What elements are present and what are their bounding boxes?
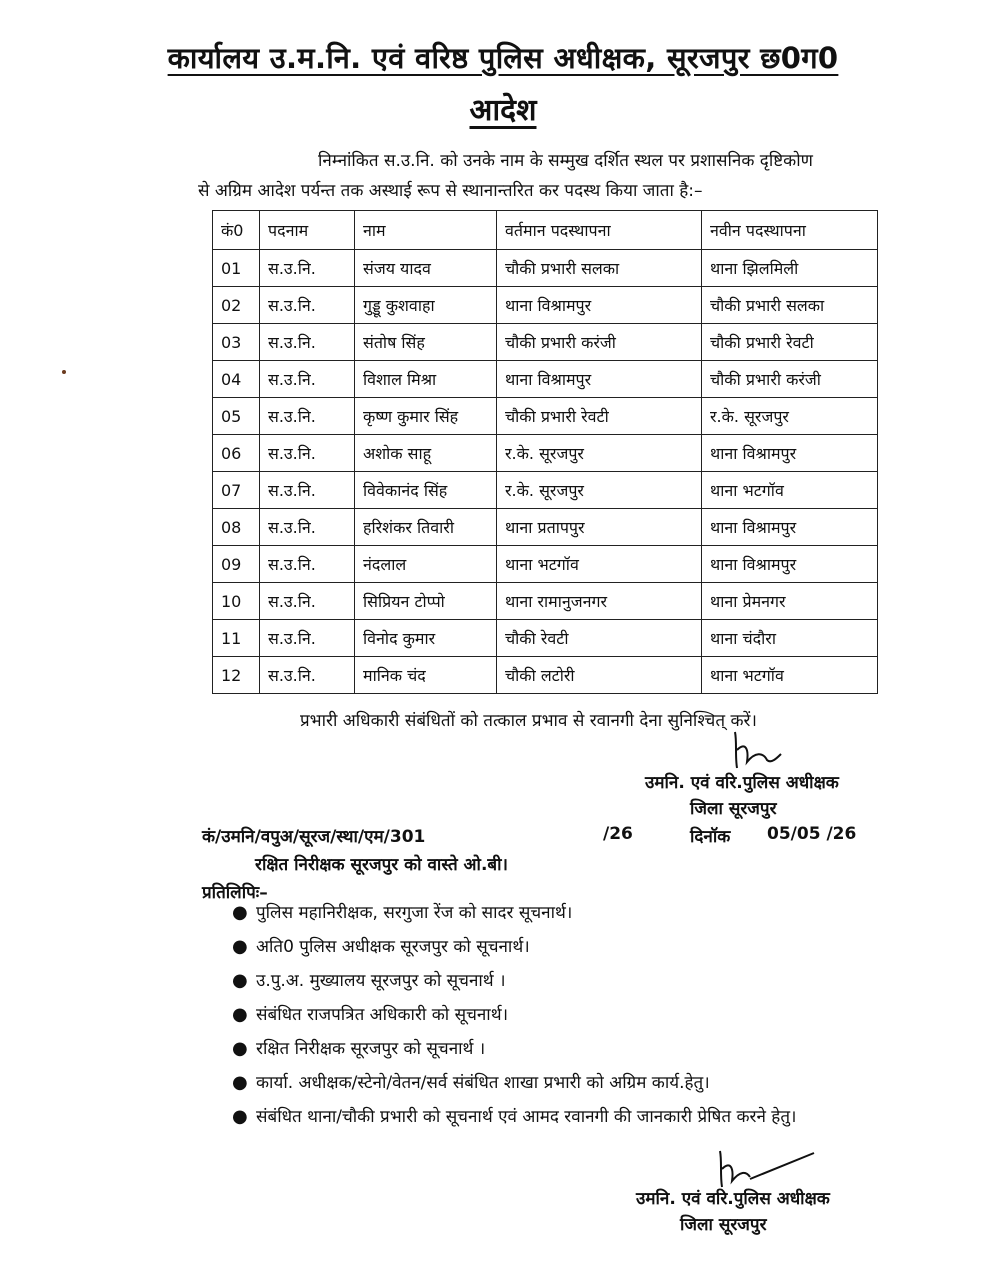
bullet-icon: ● [232,936,248,957]
cell-serial: 02 [213,287,260,324]
cell-new-posting: थाना विश्रामपुर [702,435,878,472]
table-row [213,361,878,398]
transfer-table [212,210,878,694]
cell-serial: 03 [213,324,260,361]
cell-designation: स.उ.नि. [260,435,355,472]
cell-current-posting: र.के. सूरजपुर [497,472,702,509]
date-label: दिनॉक [690,827,731,847]
signature-mark-1 [725,728,785,776]
header-new-posting: नवीन पदस्थापना [702,211,878,250]
table-row [213,287,878,324]
signature-1-district: जिला सूरजपुर [690,799,777,819]
signature-2-title: उमनि. एवं वरि.पुलिस अधीक्षक [636,1189,830,1209]
cell-new-posting: थाना झिलमिली [702,250,878,287]
cell-current-posting: थाना विश्रामपुर [497,361,702,398]
bullet-icon: ● [232,902,248,923]
intro-line-2: से अग्रिम आदेश पर्यन्त तक अस्थाई रूप से स्थानान्तरित कर पदस्थ किया जाता है:– [198,181,703,201]
cell-designation: स.उ.नि. [260,361,355,398]
cell-current-posting: थाना विश्रामपुर [497,287,702,324]
cell-designation: स.उ.नि. [260,398,355,435]
cell-current-posting: चौकी प्रभारी करंजी [497,324,702,361]
cell-designation: स.उ.नि. [260,657,355,694]
header-name: नाम [355,211,497,250]
header-serial: कं0 [213,211,260,250]
list-item: ● कार्या. अधीक्षक/स्टेनो/वेतन/सर्व संबंधित शाखा प्रभारी को अग्रिम कार्य.हेतु। [232,1072,710,1093]
cell-new-posting: थाना भटगॉव [702,472,878,509]
cell-new-posting: थाना विश्रामपुर [702,509,878,546]
cell-designation: स.उ.नि. [260,324,355,361]
list-item: ● उ.पु.अ. मुख्यालय सूरजपुर को सूचनार्थ । [232,970,506,991]
list-item: ● अति0 पुलिस अधीक्षक सूरजपुर को सूचनार्थ। [232,936,530,957]
bullet-icon: ● [232,1106,248,1127]
cell-current-posting: चौकी प्रभारी रेवटी [497,398,702,435]
cell-serial: 06 [213,435,260,472]
cell-serial: 04 [213,361,260,398]
cell-current-posting: र.के. सूरजपुर [497,435,702,472]
reference-number: कं/उमनि/वपुअ/सूरज/स्था/एम/301 [202,827,426,847]
table-row [213,324,878,361]
cell-current-posting: चौकी प्रभारी सलका [497,250,702,287]
table-row [213,509,878,546]
cell-name: सिप्रियन टोप्पो [355,583,497,620]
list-item: ● संबंधित थाना/चौकी प्रभारी को सूचनार्थ एवं आमद रवानगी की जानकारी प्रेषित करने हेतु। [232,1106,797,1127]
cell-designation: स.उ.नि. [260,509,355,546]
cell-designation: स.उ.नि. [260,546,355,583]
list-item: ● रक्षित निरीक्षक सूरजपुर को सूचनार्थ । [232,1038,486,1059]
signature-1-title: उमनि. एवं वरि.पुलिस अधीक्षक [645,773,839,793]
cell-name: कृष्ण कुमार सिंह [355,398,497,435]
cell-serial: 05 [213,398,260,435]
cell-name: विवेकानंद सिंह [355,472,497,509]
cell-serial: 12 [213,657,260,694]
table-row [213,398,878,435]
cell-new-posting: थाना प्रेमनगर [702,583,878,620]
cell-current-posting: थाना रामानुजनगर [497,583,702,620]
cell-name: नंदलाल [355,546,497,583]
cell-new-posting: चौकी प्रभारी करंजी [702,361,878,398]
cell-name: मानिक चंद [355,657,497,694]
cell-name: संतोष सिंह [355,324,497,361]
table-row [213,620,878,657]
cell-name: विशाल मिश्रा [355,361,497,398]
intro-line-1: निम्नांकित स.उ.नि. को उनके नाम के सम्मुख दर्शित स्थल पर प्रशासनिक दृष्टिकोण [318,151,813,171]
bullet-icon: ● [232,970,248,991]
cell-name: संजय यादव [355,250,497,287]
cell-designation: स.उ.नि. [260,287,355,324]
reference-year: /26 [603,824,633,844]
bullet-icon: ● [232,1072,248,1093]
paper-speck [62,370,66,374]
cell-designation: स.उ.नि. [260,583,355,620]
cell-new-posting: थाना भटगॉव [702,657,878,694]
order-date: 05/05 /26 [767,824,857,844]
signature-2-district: जिला सूरजपुर [680,1215,767,1235]
cell-serial: 07 [213,472,260,509]
reference-recipient: रक्षित निरीक्षक सूरजपुर को वास्ते ओ.बी। [255,855,508,875]
cell-serial: 01 [213,250,260,287]
cell-name: विनोद कुमार [355,620,497,657]
office-title: कार्यालय उ.म.नि. एवं वरिष्ठ पुलिस अधीक्षक, सूरजपुर छ0ग0 [167,41,839,75]
cell-new-posting: थाना चंदौरा [702,620,878,657]
table-row [213,435,878,472]
header-current-posting: वर्तमान पदस्थापना [497,211,702,250]
cell-serial: 11 [213,620,260,657]
cell-current-posting: थाना भटगॉव [497,546,702,583]
cell-designation: स.उ.नि. [260,472,355,509]
bullet-icon: ● [232,1004,248,1025]
table-row [213,472,878,509]
cell-new-posting: र.के. सूरजपुर [702,398,878,435]
cell-new-posting: चौकी प्रभारी सलका [702,287,878,324]
list-item: ● संबंधित राजपत्रित अधिकारी को सूचनार्थ। [232,1004,509,1025]
cell-new-posting: थाना विश्रामपुर [702,546,878,583]
cell-name: हरिशंकर तिवारी [355,509,497,546]
cell-name: अशोक साहू [355,435,497,472]
cell-serial: 09 [213,546,260,583]
copies-heading: प्रतिलिपिः– [202,883,268,903]
header-designation: पदनाम [260,211,355,250]
table-row [213,250,878,287]
cell-current-posting: चौकी लटोरी [497,657,702,694]
table-row [213,657,878,694]
cell-designation: स.उ.नि. [260,620,355,657]
copies-list [222,902,882,1140]
cell-name: गुड्डू कुशवाहा [355,287,497,324]
cell-serial: 08 [213,509,260,546]
list-item: ● पुलिस महानिरीक्षक, सरगुजा रेंज को सादर सूचनार्थ। [232,902,573,923]
cell-designation: स.उ.नि. [260,250,355,287]
bullet-icon: ● [232,1038,248,1059]
cell-current-posting: चौकी रेवटी [497,620,702,657]
cell-serial: 10 [213,583,260,620]
closing-instruction: प्रभारी अधिकारी संबंधितों को तत्काल प्रभाव से रवानगी देना सुनिश्चित् करें। [300,711,757,731]
cell-new-posting: चौकी प्रभारी रेवटी [702,324,878,361]
table-header-row [213,211,878,250]
table-row [213,583,878,620]
cell-current-posting: थाना प्रतापपुर [497,509,702,546]
order-title: आदेश [469,93,537,128]
table-row [213,546,878,583]
